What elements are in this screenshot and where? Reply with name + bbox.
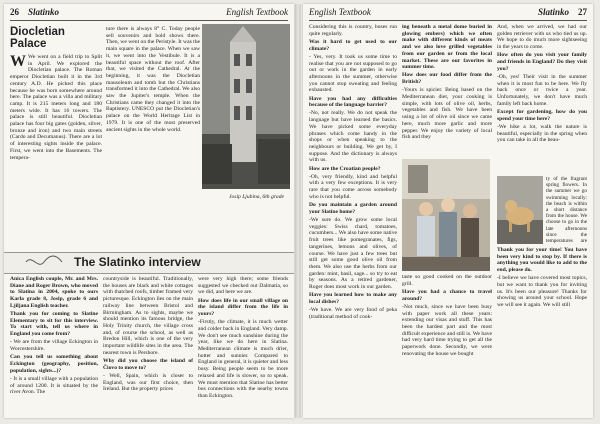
article-title: Diocletian Palace [10,26,65,50]
answer: - Well, Spain, which is closer to England, was our first choice, then Ireland. But the property prices [103,372,193,393]
answer: -We sure do. We grow some local veggies: Swiss chard, tomatoes, cucumbers... We also have some native fruit trees like pomegranates, figs, tangerines, lemons and olives, of course. We have just a few trees but still get some good olive oil from them. We also use the herbs from our garden: mint, basil, sage... so try to eat by seasons. As a retired gardener, Roger does most work in our garden. [309,216,397,291]
right-column-3-bottom [497,247,587,416]
answer: -Yours is spicier. Being based on the Mediterranean diet, your cooking is simple, with lots of olive oil, herbs, vegetables and fish. We have been using a lot of olive oil since we came here, much more garlic and more pepper. We enjoy the variety of local fish and they [402,87,492,141]
article-text: ture there is always 8° C. Today people sell souvenirs and hold shows there. Then, we went on the Peristyle. It was the main square in the palace. When we saw it, we went into the Vestibule. It is a beautiful space without the roof. After that, we visited the Cathedral. At the beginning, it was the Diocletian mausoleum and tomb but the Christians transformed it into the Cathedral. We also saw the Jupiter's temple. When the Christians came they changed it into the Baptistery. UNESCO put the Diocletian's palace on the World Heritage List in 1979. It is one of the most preserved ancient sights in the whole world. [106,26,200,133]
answer: countryside is beautiful. Traditionally, the houses are black and white cottages with thatched roofs, timber framed very picturesque. Eckington lies on the main railway line between Bristol and Birmingham. As to sights, maybe we should mention its famous bridge, the Holy Trinity church, the village cross and, of course the school, as well as Bredon Hill, which is one of the very important wildlife sites in the area. The nearest town is Pershore. [103,276,193,356]
question: Thank you for coming to Slatine Elementary to sit for this interview. To start with, tell us where in England you come from? [10,311,98,338]
header-rule [309,20,587,21]
question: Except for gardening, how do you spend your time here? [497,108,587,122]
answer: -Oh, very friendly, kind and helpful with a very few exceptions. It is very rare that you come across somebody who is not helpful. [309,173,397,200]
right-header [309,7,587,20]
answer: were very high there; some friends suggested we checked out Dalmatia, so we did, and here we are. [198,276,288,296]
left-page [4,4,294,418]
section-name: English Textbook [309,7,371,17]
magazine-name: Slatinko [537,7,569,17]
question: Have you had a chance to travel around? [402,288,492,302]
question: Why did you choose the island of Čiovo to move to? [103,357,193,371]
right-column-1 [309,24,397,416]
dropcap: W [10,53,26,70]
answer: -I believe we have covered most topics, but we want to thank you for inviting us. It's been our pleasure! Thanks for showing us around your school. Hope we will see it again. We will still [497,275,587,309]
answer: ty of the fragrant spring flowers. In the summer we go swimming locally: the beach is within a short distance from the house. We choose to go in the late afternoons since the temperatures are [546,176,587,244]
book-gutter [295,4,301,418]
answer: ing beneath a metal dome buried in glowing embers) which we often make with different kinds of meats and we also love grilled vegetables from our garden or from the local market. These are our favorites in summer time. [402,24,492,71]
bell-tower-image [202,24,290,189]
answer: - Yes, very. It took us some time to realise that you are not supposed to go out or work in the garden in early afternoons in the summer, otherwise you cannot stop sweating and feeling exhausted. [309,53,397,94]
answer: -Oh, yes! Their visit in the summer when it is most fun to be here. We fly back once or twice a year. Unfortunately, we don't have much family left back home. [497,73,587,107]
magazine-name: Slatinko [28,7,60,17]
question: Was it hard to get used to our climate? [309,38,397,52]
answer: taste so good cooked on the outdoor grill. [402,274,492,287]
interview-column-1 [10,276,98,416]
answer: -We hike a lot, walk the nature is beautiful, especially in the spring when you can take in all the beau- [497,123,587,144]
question: How often do you visit your family and friends in England? Do they visit you? [497,52,587,72]
couple-with-students-image [402,159,490,271]
question: Have you had any difficulties because of the language barrier? [309,95,397,109]
right-column-3-top [497,24,587,174]
answer: Considering this is country, buses run quite regularly. [309,24,397,37]
page-number: 27 [578,7,587,17]
right-column-2-bottom [402,274,492,416]
family-photo [402,159,490,271]
answer: -No, not really. We do not speak the language but have learned the basics. We have picked some everyday phrases which come handy in the shops or when speaking to the neighbours or building. We get by, I suppose. And the dictionary is always with us. [309,110,397,164]
question: Can you tell us something about Eckington (geography, position, population, sights...)? [10,354,98,374]
interview-column-2 [103,276,193,416]
question: Do you maintain a garden around your Slatine home? [309,202,397,215]
question: Thank you for your time! You have been very kind to stop by. If there is anything you would like to add to the end, please do. [497,247,587,274]
right-column-3-wrap [546,176,587,244]
article-column-2 [106,26,200,212]
palace-photo [202,24,290,189]
interview-column-3 [198,276,288,416]
header-rule [10,20,288,21]
answer: -Not much, since we have been busy with paper work all these years: extending our visas and stuff. This has been the hardest part and the most difficult experience and still is. We have had very hard time trying to get all the paperwork done. Secondly, we were renovating the house we bought [402,303,492,357]
article-paragraph [10,54,102,161]
answer: - We are from the village Eckington in Worcestershire. [10,339,98,353]
left-header [10,7,288,20]
question: Have you learned how to make any local dishes? [309,292,397,305]
section-name: English Textbook [226,7,288,17]
article-column-1 [10,26,102,186]
answer: - It is a small village with a population of around 1200. It is situated by the river Avon. The [10,375,98,396]
article-text: We went on a field trip to Split in April. We explored the Diocletian palace. The Roman emperor Diocletian built it in the 3rd century A.D. He picked this place because he was born somewhere around here. The palace was a villa and military camp. It is 215 meters long and 180 meters wide. It has 16 towers. The palace is still beautiful. Diocletian palace has four big gates (golden, silver, bronze and iron) and two main streets (Cardo and Decumanus). There are a lot of interesting sights inside the palace. First, we went into the Basements. The tempera- [10,54,102,161]
dog-photo [497,176,543,244]
page-number: 26 [10,7,19,17]
right-page [303,4,593,418]
article-author: Josip Ljubina, 6th grade [228,194,284,200]
right-column-2-top [402,24,492,156]
interview-title: The Slatinko interview [74,255,201,269]
answer: And, when we arrived, we had our golden retriever with us who tied us up. We hope to do much more sightseeing in the years to come. [497,24,587,51]
decorative-flourish-icon [24,254,64,270]
question: How does life in our small village on the island differ from the life in yours? [198,297,288,318]
question: How does our food differ from the British? [402,72,492,86]
question: How are the Croatian people? [309,165,381,172]
dog-image [497,176,543,244]
interview-intro: Anica English couple, Mr. and Mrs. Diane and Roger Brown, who moved to Slatina in 2004, spoke to ours Karla grade 8, Josip, grade 6 and Ljiljana English teacher. [10,276,98,309]
answer: -Firstly, the climate, it is much wetter and colder back in England. Very damp. We don't see much sunshine during the year, like we do here in Slatina. Mediterranean climate is much drier, hotter and sunnier. Compared to England in general, it is quieter and less busy. Being people seem to be more relaxed and life is slower, so to speak. We must mention that Slatine has better bus connections with the nearby towns than Eckington. [198,319,288,399]
answer: -We have. We are very fond of peka (traditional method of cook- [309,307,397,320]
